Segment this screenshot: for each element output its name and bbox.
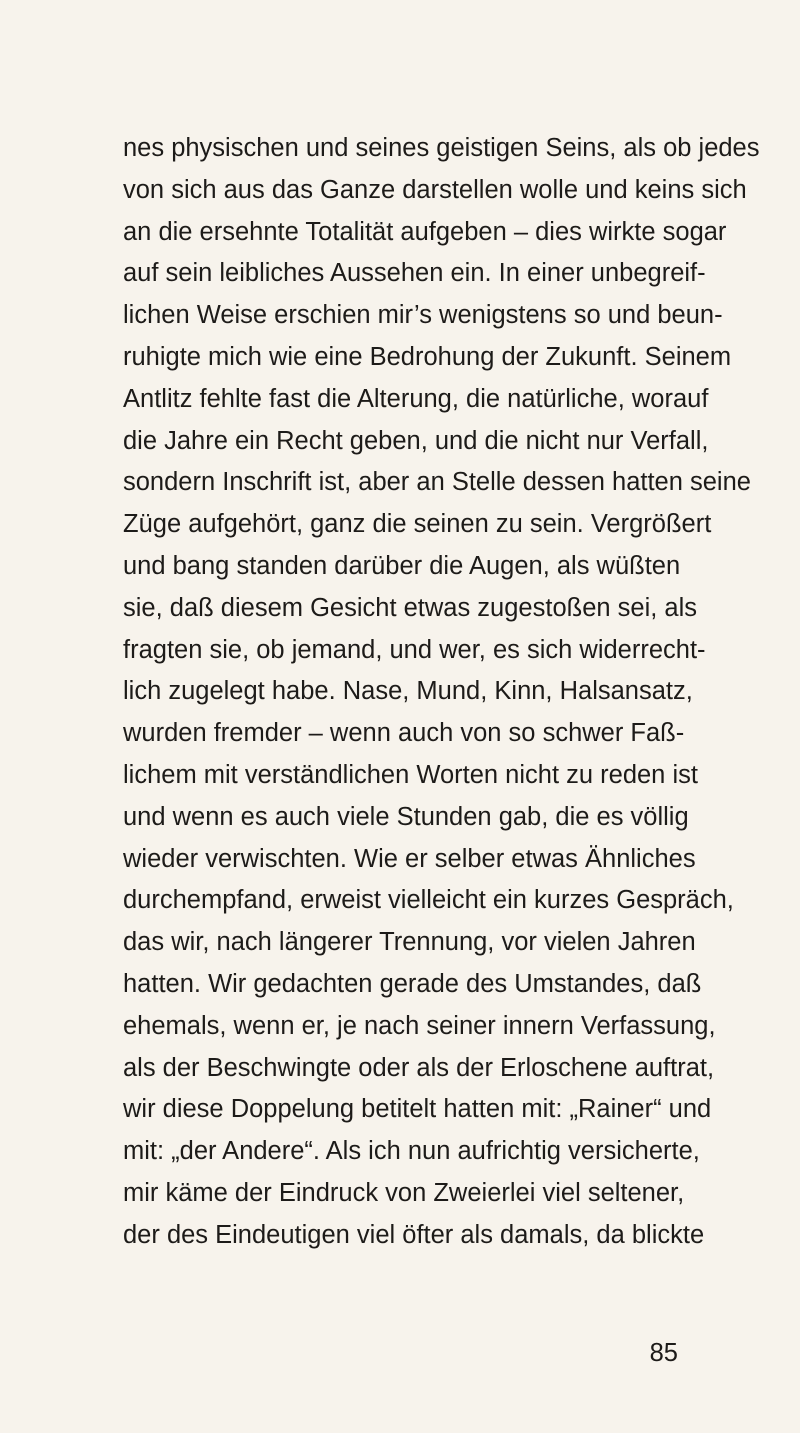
text-line-2: von sich aus das Ganze darstellen wolle und keins sich [123, 175, 747, 204]
text-line-12: sie, daß diesem Gesicht etwas zugestoßen sei, als [123, 593, 698, 622]
text-line-27: der des Eindeutigen viel öfter als damals, da blickte [123, 1220, 705, 1249]
text-line-21: hatten. Wir gedachten gerade des Umstandes, daß [123, 969, 702, 998]
text-line-8: die Jahre ein Recht geben, und die nicht nur Verfall, [123, 426, 709, 455]
page-number: 85 [649, 1339, 678, 1367]
text-line-25: mit: „der Andere“. Als ich nun aufrichtig versicherte, [123, 1137, 700, 1166]
text-line-23: als der Beschwingte oder als der Erloschene auftrat, [123, 1053, 715, 1082]
text-line-24: wir diese Doppelung betitelt hatten mit: „Rainer“ und [123, 1095, 712, 1124]
body-text [123, 128, 760, 1257]
text-line-3: an die ersehnte Totalität aufgeben – dies wirkte sogar [123, 217, 727, 246]
text-line-15: wurden fremder – wenn auch von so schwer Faß- [123, 719, 685, 748]
text-line-26: mir käme der Eindruck von Zweierlei viel seltener, [123, 1178, 685, 1207]
text-line-14: lich zugelegt habe. Nase, Mund, Kinn, Halsansatz, [123, 677, 693, 706]
text-line-7: Antlitz fehlte fast die Alterung, die natürliche, worauf [123, 384, 709, 413]
text-line-13: fragten sie, ob jemand, und wer, es sich widerrecht- [123, 635, 706, 664]
text-line-5: lichen Weise erschien mir’s wenigstens so und beun- [123, 301, 723, 330]
text-line-9: sondern Inschrift ist, aber an Stelle dessen hatten seine [123, 468, 751, 497]
text-line-17: und wenn es auch viele Stunden gab, die es völlig [123, 802, 689, 831]
text-line-16: lichem mit verständlichen Worten nicht zu reden ist [123, 760, 698, 789]
text-line-22: ehemals, wenn er, je nach seiner innern Verfassung, [123, 1011, 716, 1040]
text-line-20: das wir, nach längerer Trennung, vor vielen Jahren [123, 928, 696, 957]
text-line-1: nes physischen und seines geistigen Seins, als ob jedes [123, 134, 760, 162]
text-line-19: durchempfand, erweist vielleicht ein kurzes Gespräch, [123, 886, 734, 915]
text-line-10: Züge aufgehört, ganz die seinen zu sein. Vergrößert [123, 510, 712, 539]
text-line-11: und bang standen darüber die Augen, als wüßten [123, 551, 681, 580]
text-line-4: auf sein leibliches Aussehen ein. In einer unbegreif- [123, 259, 706, 288]
text-line-6: ruhigte mich wie eine Bedrohung der Zukunft. Seinem [123, 342, 732, 371]
text-line-18: wieder verwischten. Wie er selber etwas Ähnliches [123, 844, 696, 873]
